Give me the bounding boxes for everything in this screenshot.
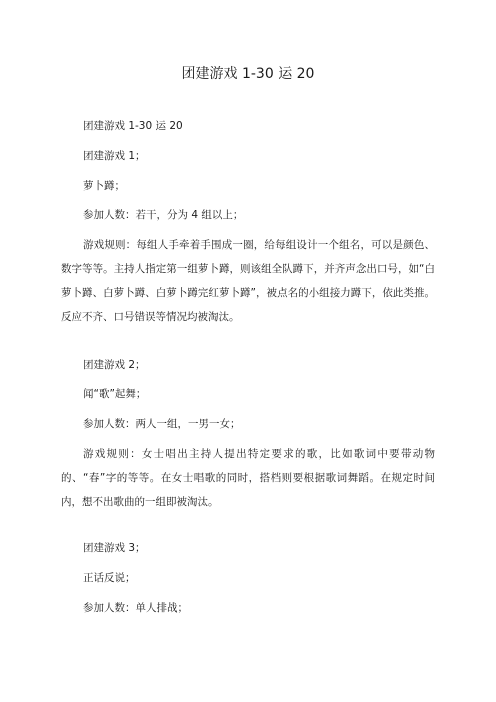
paragraph-game-2-participants: 参加人数：两人一组，一男一女； [83,418,241,430]
paragraph-game-2-name: 闻“歌”起舞； [83,388,147,400]
paragraph-game-1-rules: 游戏规则：每组人手牵着手围成一圈，给每组设计一个组名，可以是颜色、数字等等。主持人指定第一组萝卜蹲，则该组全队蹲下，并齐声念出口号，如“白萝卜蹲、白萝卜蹲、白萝卜蹲完红萝卜蹲”，被点名的小组接力蹲下，依此类推。反应不齐、口号错误等情况均被淘汰。 [61,239,435,323]
paragraph-game-2-heading: 团建游戏 2； [83,359,146,371]
document-title: 团建游戏 1-30 运 20 [181,66,315,82]
paragraph-game-1-heading: 团建游戏 1； [83,150,146,162]
paragraph-game-2-rules: 游戏规则：女士唱出主持人提出特定要求的歌，比如歌词中要带动物的、“春”字的等等。在女士唱歌的同时，搭档则要根据歌词舞蹈。在规定时间内，想不出歌曲的一组即被淘汰。 [61,448,435,508]
paragraph-subtitle: 团建游戏 1-30 运 20 [83,120,183,132]
paragraph-game-3-heading: 团建游戏 3； [83,542,146,554]
paragraph-game-1-name: 萝卜蹲； [83,180,125,192]
paragraph-game-1-participants: 参加人数：若干，分为 4 组以上； [83,209,244,221]
paragraph-game-3-name: 正话反说； [83,572,136,584]
paragraph-game-3-participants: 参加人数：单人排战； [83,602,188,614]
